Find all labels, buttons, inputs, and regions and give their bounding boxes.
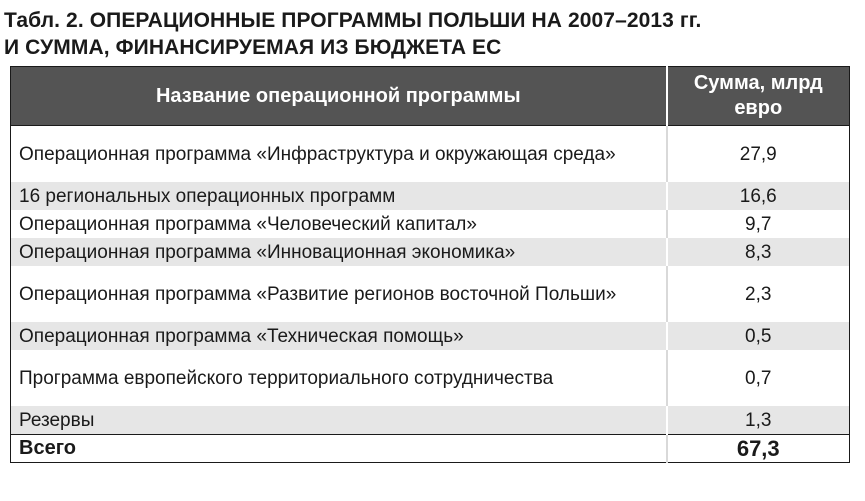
program-name-cell: Операционная программа «Техническая помощь»: [11, 322, 667, 350]
sum-cell: 16,6: [667, 182, 850, 210]
table-row: [11, 238, 850, 266]
program-name-cell: Резервы: [11, 406, 667, 435]
total-label: Всего: [11, 435, 667, 463]
table-row: [11, 322, 850, 350]
table-caption: [4, 7, 854, 61]
table-header-row: [11, 67, 850, 126]
table-row: [11, 350, 850, 406]
caption-line-1: Табл. 2. ОПЕРАЦИОННЫЕ ПРОГРАММЫ ПОЛЬШИ НА 2007–2013 гг.: [4, 9, 702, 32]
total-sum: 67,3: [667, 435, 850, 463]
table-row: [11, 266, 850, 322]
table-row: [11, 182, 850, 210]
table-row: [11, 126, 850, 183]
header-program-name: Название операционной программы: [11, 67, 667, 126]
sum-cell: 27,9: [667, 126, 850, 183]
sum-cell: 2,3: [667, 266, 850, 322]
caption-line-2: И СУММА, ФИНАНСИРУЕМАЯ ИЗ БЮДЖЕТА ЕС: [4, 36, 502, 59]
table-row: [11, 210, 850, 238]
header-sum: Сумма, млрд евро: [667, 67, 850, 126]
programs-table: [10, 66, 850, 463]
sum-cell: 8,3: [667, 238, 850, 266]
program-name-cell: Операционная программа «Развитие регионов восточной Польши»: [11, 266, 667, 322]
sum-cell: 1,3: [667, 406, 850, 435]
program-name-cell: Операционная программа «Инфраструктура и окружающая среда»: [11, 126, 667, 183]
sum-cell: 0,7: [667, 350, 850, 406]
sum-cell: 0,5: [667, 322, 850, 350]
program-name-cell: Операционная программа «Инновационная экономика»: [11, 238, 667, 266]
total-row: [11, 435, 850, 463]
sum-cell: 9,7: [667, 210, 850, 238]
program-name-cell: Программа европейского территориального сотрудничества: [11, 350, 667, 406]
table-row: [11, 406, 850, 435]
program-name-cell: Операционная программа «Человеческий капитал»: [11, 210, 667, 238]
program-name-cell: 16 региональных операционных программ: [11, 182, 667, 210]
